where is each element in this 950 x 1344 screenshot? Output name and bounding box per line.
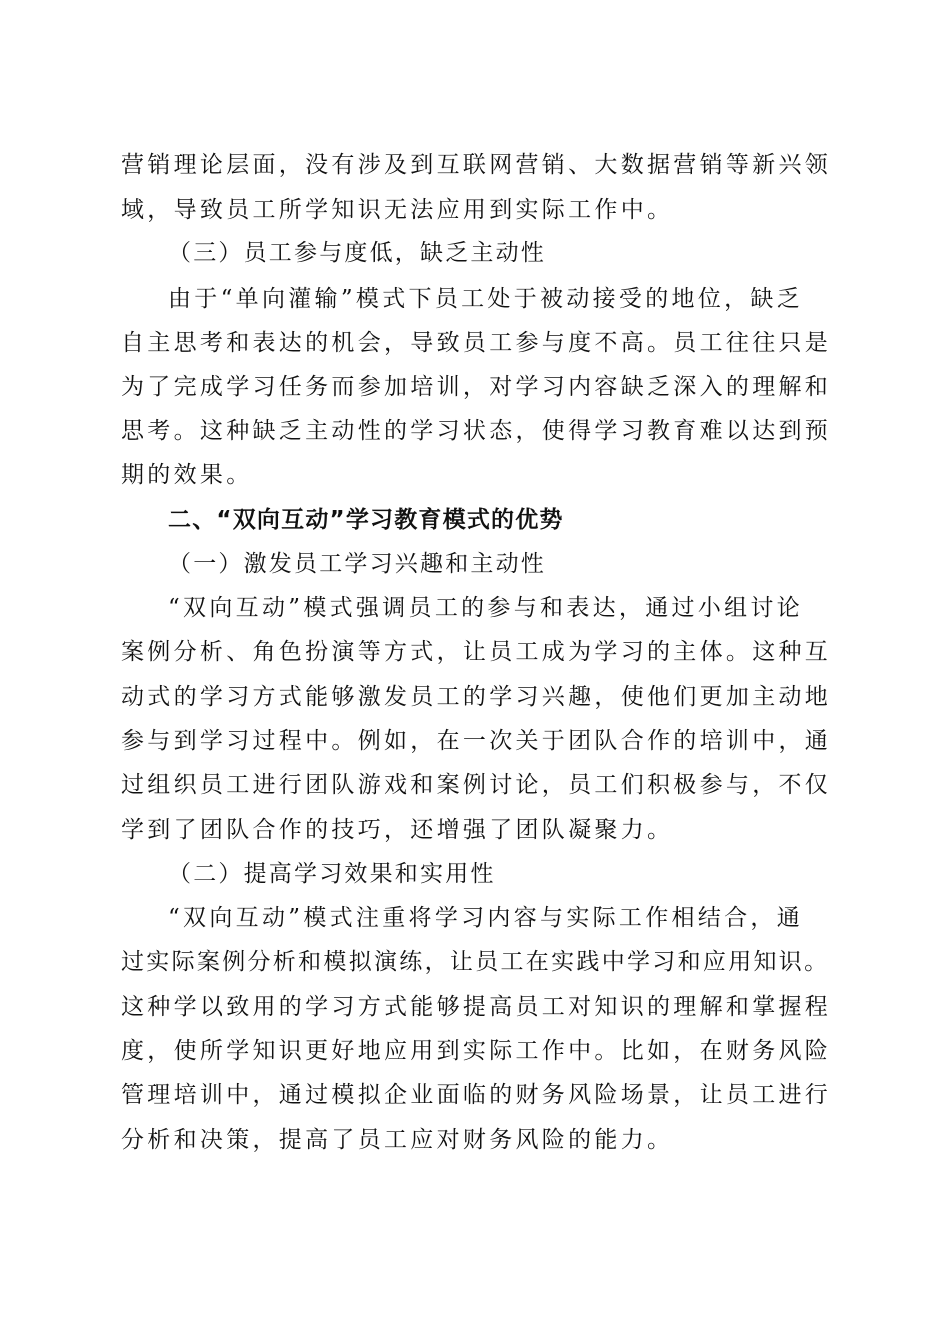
- body-text-line: 管理培训中，通过模拟企业面临的财务风险场景，让员工进行: [121, 1082, 832, 1108]
- body-text-line: 这种学以致用的学习方式能够提高员工对知识的理解和掌握程: [121, 994, 832, 1020]
- body-text-line: 案例分析、角色扮演等方式，让员工成为学习的主体。这种互: [121, 639, 832, 665]
- body-text-line: 学到了团队合作的技巧，还增强了团队凝聚力。: [121, 817, 674, 843]
- section-heading: 二、“双向互动”学习教育模式的优势: [168, 507, 564, 533]
- body-text-line: 为了完成学习任务而参加培训，对学习内容缺乏深入的理解和: [121, 374, 832, 400]
- subsection-heading: （一）激发员工学习兴趣和主动性: [168, 551, 546, 577]
- paragraph-first-line: “双向互动”模式注重将学习内容与实际工作相结合，通: [168, 905, 804, 931]
- body-text-line: 过实际案例分析和模拟演练，让员工在实践中学习和应用知识。: [121, 949, 830, 975]
- subsection-heading: （三）员工参与度低，缺乏主动性: [168, 240, 546, 266]
- body-text-line: 分析和决策，提高了员工应对财务风险的能力。: [121, 1127, 674, 1153]
- body-text-line: 过组织员工进行团队游戏和案例讨论，员工们积极参与，不仅: [121, 772, 832, 798]
- body-text-line: 思考。这种缺乏主动性的学习状态，使得学习教育难以达到预: [121, 418, 832, 444]
- paragraph-first-line: 由于“单向灌输”模式下员工处于被动接受的地位，缺乏: [168, 286, 804, 312]
- body-text-line: 动式的学习方式能够激发员工的学习兴趣，使他们更加主动地: [121, 684, 832, 710]
- body-text-line: 域，导致员工所学知识无法应用到实际工作中。: [121, 197, 674, 223]
- body-text-line: 参与到学习过程中。例如，在一次关于团队合作的培训中，通: [121, 728, 832, 754]
- subsection-heading: （二）提高学习效果和实用性: [168, 861, 496, 887]
- body-text-line: 自主思考和表达的机会，导致员工参与度不高。员工往往只是: [121, 330, 832, 356]
- body-text-line: 期的效果。: [121, 462, 253, 488]
- body-text-line: 度，使所学知识更好地应用到实际工作中。比如，在财务风险: [121, 1038, 832, 1064]
- paragraph-first-line: “双向互动”模式强调员工的参与和表达，通过小组讨论: [168, 595, 804, 621]
- body-text-line: 营销理论层面，没有涉及到互联网营销、大数据营销等新兴领: [121, 152, 832, 178]
